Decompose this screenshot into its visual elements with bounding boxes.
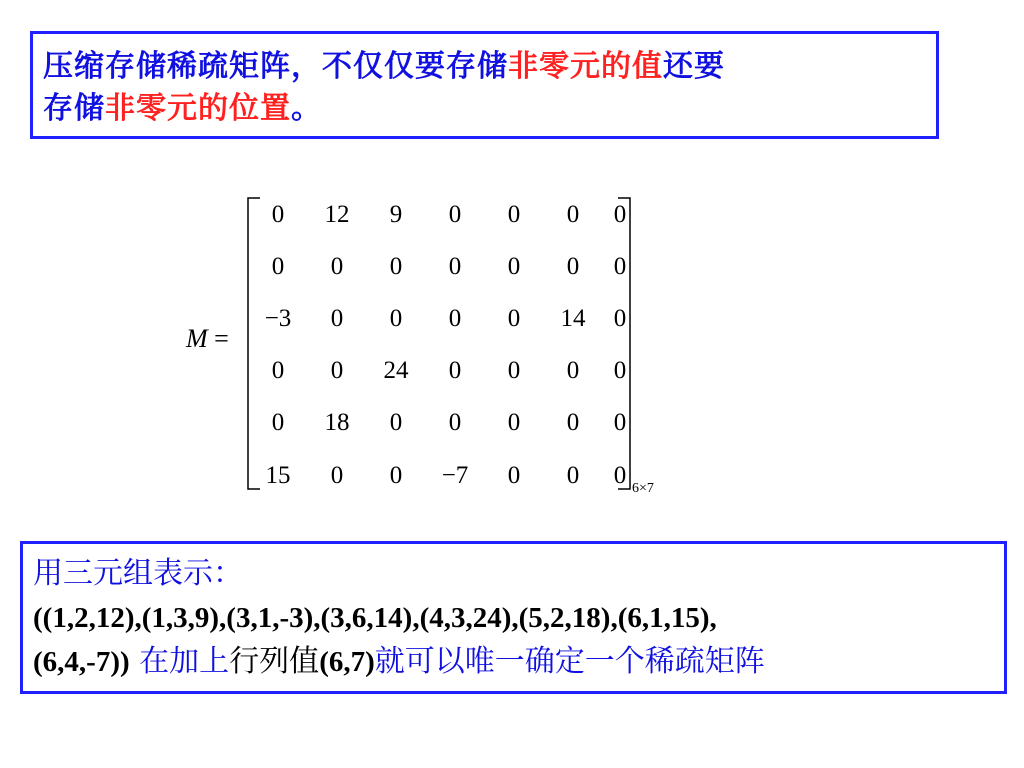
matrix-cell: 0	[389, 253, 403, 280]
matrix-name: M	[186, 324, 208, 353]
matrix-cell: 0	[613, 201, 627, 228]
matrix-cell: 0	[613, 357, 627, 384]
triple-representation-box	[20, 541, 1007, 694]
matrix-cell: 0	[566, 201, 580, 228]
matrix-cell: 0	[507, 409, 521, 436]
matrix-cell: 0	[507, 201, 521, 228]
add-text: 在加上	[129, 644, 230, 679]
matrix-cell: 0	[389, 305, 403, 332]
sparse-matrix	[180, 190, 680, 500]
matrix-cell: 0	[330, 462, 344, 489]
matrix-cell: 18	[324, 409, 350, 436]
matrix-dimension: 6×7	[632, 481, 654, 496]
matrix-cell: 0	[613, 305, 627, 332]
matrix-cell: 0	[271, 253, 285, 280]
matrix-cell: 0	[613, 462, 627, 489]
intro-line-1	[43, 46, 936, 88]
matrix-cell: −7	[441, 462, 469, 489]
intro-text-4: 。	[291, 91, 322, 126]
matrix-cell: 15	[265, 462, 291, 489]
matrix-cell: 0	[271, 357, 285, 384]
matrix-cell: 0	[448, 201, 462, 228]
dims-text: (6,7)	[319, 646, 375, 678]
matrix-cell: 0	[448, 409, 462, 436]
conclusion-text: 就可以唯一确定一个稀疏矩阵	[374, 644, 765, 679]
matrix-cell: 0	[507, 357, 521, 384]
matrix-cell: 0	[330, 305, 344, 332]
intro-line-2	[43, 88, 936, 130]
matrix-cell: 0	[613, 409, 627, 436]
matrix-cell: 0	[566, 253, 580, 280]
matrix-cell: 9	[389, 201, 403, 228]
triple-list-line-1: ((1,2,12),(1,3,9),(3,1,-3),(3,6,14),(4,3,24),(5,2,18),(6,1,15),	[33, 602, 717, 634]
intro-text-1: 压缩存储稀疏矩阵，不仅仅要存储	[43, 49, 508, 84]
matrix-cell: 0	[507, 253, 521, 280]
intro-text-box	[30, 31, 939, 139]
matrix-cell: 0	[448, 305, 462, 332]
matrix-cell: 0	[566, 357, 580, 384]
triple-list-end: (6,4,-7))	[33, 646, 130, 678]
right-bracket	[618, 198, 630, 489]
matrix-brackets	[180, 190, 680, 500]
matrix-cell: 0	[271, 201, 285, 228]
matrix-cell: 0	[448, 253, 462, 280]
intro-highlight-values: 非零元的值	[508, 49, 663, 84]
matrix-cell: 0	[566, 409, 580, 436]
triple-heading: 用三元组表示：	[33, 556, 243, 591]
matrix-cell: 0	[507, 305, 521, 332]
matrix-cell: 0	[448, 357, 462, 384]
row-col-text: 行列值	[229, 644, 320, 679]
intro-text-3: 存储	[43, 91, 105, 126]
matrix-cell: 0	[566, 462, 580, 489]
left-bracket	[248, 198, 260, 489]
matrix-cell: 12	[324, 201, 350, 228]
matrix-cell: 0	[330, 253, 344, 280]
matrix-cell: 0	[507, 462, 521, 489]
matrix-cell: 0	[389, 462, 403, 489]
matrix-cell: 24	[383, 357, 409, 384]
intro-text-2: 还要	[663, 49, 725, 84]
matrix-cell: 0	[389, 409, 403, 436]
matrix-cell: 0	[613, 253, 627, 280]
matrix-cell: 0	[330, 357, 344, 384]
matrix-equals: =	[214, 324, 229, 353]
matrix-cell: 14	[560, 305, 586, 332]
matrix-cell: 0	[271, 409, 285, 436]
matrix-cell: −3	[264, 305, 292, 332]
intro-highlight-positions: 非零元的位置	[105, 91, 291, 126]
triple-list-line-2	[33, 640, 1004, 684]
